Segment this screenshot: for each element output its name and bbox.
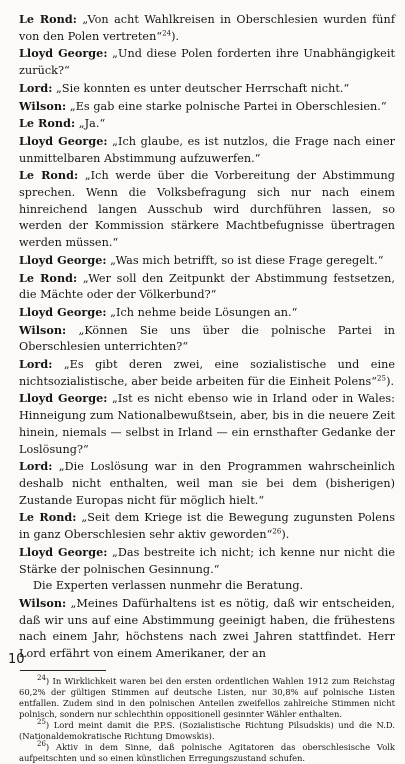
speech-text: „Meines Dafürhaltens ist es nötig, daß wir entscheiden, daß wir uns auf eine Abstimmung geeinigt haben, die frühestens nach einem Jahr, höchstens nach zwei Jahren stattfindet. Herr Lord erfährt von einem Amerikaner, der an	[19, 596, 395, 661]
speech-text: „Können Sie uns über die polnische Partei in Oberschlesien unterrichten?“	[19, 323, 395, 354]
speech-text: „Ja.“	[75, 117, 106, 131]
paragraph	[19, 458, 395, 509]
speaker-name: Lord:	[19, 459, 53, 474]
paragraph	[19, 98, 395, 116]
paragraph	[19, 270, 395, 304]
speaker-name: Wilson:	[19, 98, 67, 113]
speech-text: Die Experten verlassen nunmehr die Beratung.	[33, 579, 304, 593]
speaker-name: Wilson:	[19, 595, 67, 610]
speech-text-end: ).	[281, 528, 290, 542]
footnote-ref: 26	[272, 527, 282, 536]
page-number: 10	[8, 652, 25, 667]
speech-text: „Sie konnten es unter deutscher Herrschaft nicht.“	[52, 81, 350, 95]
footnote	[19, 720, 395, 742]
speech-text: „Wer soll den Zeitpunkt der Abstimmung festsetzen, die Mächte oder der Völkerbund?“	[19, 271, 396, 302]
speaker-name: Lloyd George:	[19, 304, 107, 319]
paragraph	[19, 167, 395, 252]
speaker-name: Le Rond:	[19, 116, 76, 131]
speaker-name: Le Rond:	[19, 270, 78, 285]
main-text	[19, 11, 395, 663]
paragraph	[19, 356, 395, 390]
paragraph	[19, 322, 395, 356]
speech-text: „Es gab eine starke polnische Partei in Oberschlesien.“	[66, 99, 387, 113]
stage-direction	[19, 578, 395, 595]
paragraph	[19, 304, 395, 322]
paragraph	[19, 133, 395, 167]
footnote-text: ) Aktiv in dem Sinne, daß polnische Agitatoren das oberschlesische Volk aufpeitschten und so einen künstlichen Erregungszustand schufen.	[19, 742, 395, 764]
speaker-name: Lloyd George:	[19, 252, 107, 267]
speech-text: „Ich werde über die Vorbereitung der Abstimmung sprechen. Wenn die Volksbefragung sich nur nach einem hinreichend langen Ausschub wird durchführen lassen, so werden der Kommission stärkere Machtbefugnisse übertragen werden müssen.“	[19, 169, 395, 250]
speech-text: „Von acht Wahlkreisen in Oberschlesien wurden fünf von den Polen vertreten“	[19, 13, 396, 43]
footnote-divider	[20, 670, 106, 671]
footnote	[19, 673, 395, 720]
footnotes	[19, 673, 395, 764]
speech-text: „Ich glaube, es ist nutzlos, die Frage nach einer unmittelbaren Abstimmung aufzuwerfen.“	[19, 134, 396, 165]
footnote-text: ) In Wirklichkeit waren bei den ersten ordentlichen Wahlen 1912 zum Reichstag 60,2% der gültigen Stimmen auf deutsche Listen, nur 30,8% auf polnische Listen entfallen. Zudem sind in den polnischen Anteilen zweifellos zahlreiche Stimmen nicht polnisch, sondern nur schlechthin oppositionell gesinnter Wähler enthalten.	[19, 675, 395, 719]
paragraph	[19, 544, 395, 578]
speech-text: „Das bestreite ich nicht; ich kenne nur nicht die Stärke der polnischen Gesinnung.“	[19, 545, 396, 576]
footnote-number: 26	[37, 740, 46, 749]
footnote-ref: 25	[377, 374, 387, 383]
speech-text: „Ich nehme beide Lösungen an.“	[106, 305, 298, 319]
footnote-number: 25	[37, 718, 46, 727]
speech-text: „Die Loslösung war in den Programmen wahrscheinlich deshalb nicht enthalten, weil man sie bei dem (bisherigen) Zustande Europas nicht für möglich hielt.“	[19, 460, 395, 507]
speech-text: „Es gibt deren zwei, eine sozialistische und eine nichtsozialistische, aber beide arbeiten für die Einheit Polens“	[19, 358, 395, 388]
footnote-number: 24	[37, 673, 46, 682]
paragraph	[19, 11, 395, 45]
paragraph	[19, 390, 395, 458]
paragraph	[19, 80, 395, 98]
speaker-name: Le Rond:	[19, 12, 77, 26]
speaker-name: Lloyd George:	[19, 544, 108, 559]
footnote	[19, 742, 395, 764]
speaker-name: Lord:	[19, 357, 53, 372]
paragraph	[19, 509, 395, 543]
speech-text: „Was mich betrifft, so ist diese Frage geregelt.“	[106, 253, 384, 267]
speaker-name: Lloyd George:	[19, 46, 108, 61]
footnote-ref: 24	[162, 28, 172, 37]
paragraph	[19, 595, 395, 663]
speech-text: „Und diese Polen forderten ihre Unabhängigkeit zurück?“	[19, 47, 395, 78]
speaker-name: Le Rond:	[19, 510, 77, 525]
speaker-name: Wilson:	[19, 322, 67, 337]
speaker-name: Lloyd George:	[19, 391, 108, 406]
speech-text-end: ).	[171, 29, 180, 43]
paragraph	[19, 115, 395, 133]
footnote-text: ) Lord meint damit die P.P.S. (Sozialistische Richtung Pilsudskis) und die N.D. (Nationaldemokratische Richtung Dmowskis).	[19, 720, 395, 742]
speaker-name: Lord:	[19, 80, 53, 95]
speaker-name: Le Rond:	[19, 168, 79, 183]
speech-text-end: ).	[386, 374, 395, 388]
paragraph	[19, 252, 395, 270]
speech-text: „Seit dem Kriege ist die Bewegung zugunsten Polens in ganz Oberschlesien sehr aktiv geworden“	[19, 511, 396, 542]
speaker-name: Lloyd George:	[19, 133, 108, 148]
speech-text: „Ist es nicht ebenso wie in Irland oder in Wales: Hinneigung zum Nationalbewußtsein, aber, bis in die neuere Zeit hinein, niemals — selbst in Irland — ein ernsthafter Gedanke der Loslösung?“	[19, 392, 395, 456]
paragraph	[19, 45, 395, 79]
